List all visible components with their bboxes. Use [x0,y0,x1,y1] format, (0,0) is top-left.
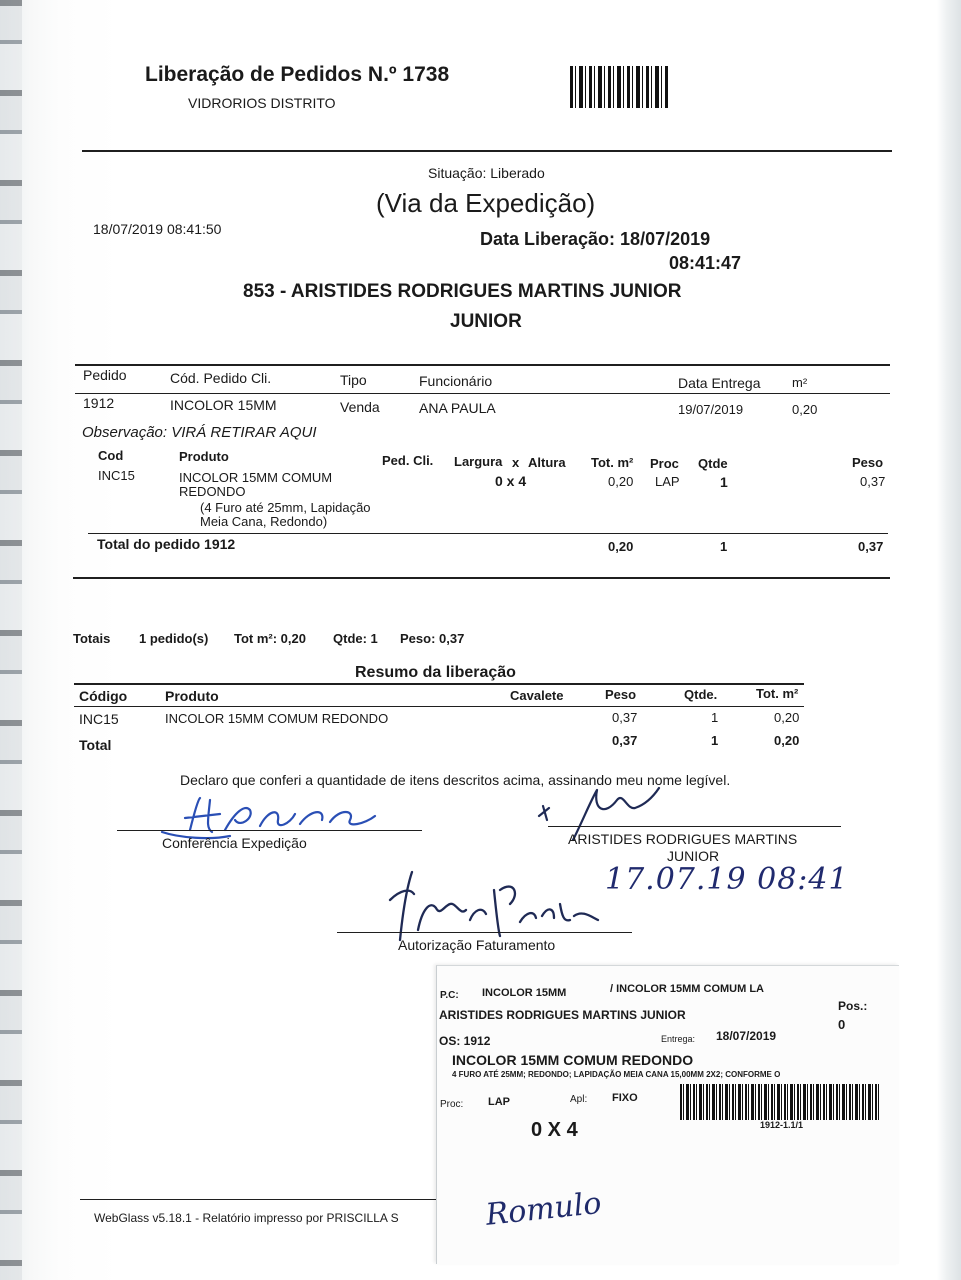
conferencia-label: Conferência Expedição [162,835,307,851]
resumo-col-codigo: Código [79,688,128,704]
totais-pedidos: 1 pedido(s) [139,631,209,646]
col-x: x [512,455,520,470]
label-pos-value: 0 [838,1017,846,1032]
col-funcionario: Funcionário [419,373,493,389]
autorizacao-line [337,932,632,933]
label-product: INCOLOR 15MM COMUM REDONDO [452,1052,694,1068]
col-largura: Largura [454,454,503,469]
resumo-top-rule [74,683,804,685]
col-tipo: Tipo [340,372,367,388]
item-dims: 0 x 4 [495,473,527,489]
printed-datetime: 18/07/2019 08:41:50 [93,221,222,237]
item-proc: LAP [655,474,680,489]
item-peso: 0,37 [860,474,886,489]
resumo-title: Resumo da liberação [355,664,516,681]
binding-edge [0,0,22,1280]
order-top-rule [75,364,890,366]
total-pedido-qtde: 1 [720,539,728,554]
resumo-total-qtde: 1 [711,733,719,748]
label-details: 4 FURO ATÉ 25MM; REDONDO; LAPIDAÇÃO MEIA CANA 15,00MM 2X2; CONFORME O [452,1070,781,1079]
observacao: Observação: VIRÁ RETIRAR AQUI [82,424,317,441]
header-barcode [570,66,670,108]
footer-rule [80,1199,436,1200]
col-cod: Cod [98,448,124,463]
autorizacao-label: Autorização Faturamento [398,937,556,953]
header-divider [82,150,892,152]
resumo-produto: INCOLOR 15MM COMUM REDONDO [165,711,389,726]
order-cod-pedido-cli: INCOLOR 15MM [170,397,277,413]
resumo-col-peso: Peso [605,687,637,702]
label-entrega-label: Entrega: [661,1034,696,1044]
label-apl-label: Apl: [570,1094,588,1105]
label-os: OS: 1912 [439,1034,491,1048]
totais-qtde: Qtde: 1 [333,631,378,646]
col-proc: Proc [650,456,679,471]
resumo-header-rule [74,706,804,707]
totais-label: Totais [73,631,111,646]
page-stack-edge [937,0,961,1280]
client-sign-name-continued: JUNIOR [667,848,720,864]
label-proc-value: LAP [488,1096,510,1108]
company-name: VIDRORIOS DISTRITO [188,95,336,111]
resumo-codigo: INC15 [79,711,119,727]
document-title: Liberação de Pedidos N.º 1738 [145,63,450,86]
declaration-text: Declaro que conferi a quantidade de itens descritos acima, assinando meu nome legível. [180,772,731,788]
conferencia-line [117,830,422,831]
resumo-qtde: 1 [711,710,719,725]
label-dims: 0 X 4 [531,1119,578,1141]
totais-peso: Peso: 0,37 [400,631,465,646]
items-total-rule [88,533,888,534]
order-m2: 0,20 [792,402,818,417]
data-liberacao: Data Liberação: 18/07/2019 [480,229,711,249]
col-m2: m² [792,375,808,390]
resumo-col-cavalete: Cavalete [510,688,564,703]
footer-text: WebGlass v5.18.1 - Relatório impresso por PRISCILLA S [94,1211,399,1225]
order-tipo: Venda [340,399,380,415]
order-pedido: 1912 [83,395,115,411]
resumo-total-m2: 0,20 [774,733,800,748]
resumo-total-peso: 0,37 [612,733,638,748]
via-title: (Via da Expedição) [376,188,596,218]
handwritten-name: Romulo [484,1185,604,1233]
label-entrega-value: 18/07/2019 [716,1029,777,1043]
resumo-total-label: Total [79,737,112,753]
order-funcionario: ANA PAULA [419,400,496,416]
label-pc-value: INCOLOR 15MM [482,987,567,999]
resumo-tot-m2: 0,20 [774,710,800,725]
situacao-text: Situação: Liberado [428,165,545,181]
item-qtde: 1 [720,474,728,490]
resumo-col-tot-m2: Tot. m² [756,686,799,701]
col-pedido: Pedido [83,367,127,383]
item-tot-m2: 0,20 [608,474,634,489]
col-data-entrega: Data Entrega [678,375,761,391]
total-pedido-peso: 0,37 [858,539,884,554]
items-bottom-rule [73,577,890,579]
resumo-col-qtde: Qtde. [684,687,718,702]
label-client: ARISTIDES RODRIGUES MARTINS JUNIOR [439,1008,686,1022]
label-proc-label: Proc: [440,1099,464,1110]
label-apl-value: FIXO [612,1092,638,1104]
label-pos-label: Pos.: [838,999,868,1013]
col-ped-cli: Ped. Cli. [382,453,434,468]
resumo-col-produto: Produto [165,688,219,704]
label-pc-extra: / INCOLOR 15MM COMUM LA [610,983,764,995]
client-sign-line [548,826,841,827]
item-produto-line2: REDONDO [179,484,246,499]
item-produto-line3: (4 Furo até 25mm, Lapidação [200,500,371,515]
totais-m2: Tot m²: 0,20 [234,631,306,646]
data-liberacao-time: 08:41:47 [669,253,742,273]
col-peso: Peso [852,455,884,470]
label-pc-label: P.C: [440,990,459,1001]
total-pedido-label: Total do pedido 1912 [97,536,236,552]
col-qtde: Qtde [698,456,728,471]
col-altura: Altura [528,455,566,470]
item-produto-line4: Meia Cana, Redondo) [200,514,328,529]
col-tot-m2: Tot. m² [591,455,634,470]
item-produto-line1: INCOLOR 15MM COMUM [179,470,333,485]
item-cod: INC15 [98,468,135,483]
total-pedido-m2: 0,20 [608,539,634,554]
client-name: 853 - ARISTIDES RODRIGUES MARTINS JUNIOR [243,281,682,302]
label-barcode-text: 1912-1.1/1 [760,1120,804,1130]
col-cod-pedido-cli: Cód. Pedido Cli. [170,370,272,386]
order-header-rule [75,393,890,394]
client-sign-name: ARISTIDES RODRIGUES MARTINS [568,831,798,847]
client-name-continued: JUNIOR [450,311,522,332]
resumo-peso: 0,37 [612,710,638,725]
handwritten-date: 17.07.19 08:41 [605,862,849,897]
order-data-entrega: 19/07/2019 [678,402,744,417]
label-barcode [680,1084,880,1120]
col-produto: Produto [179,449,229,464]
